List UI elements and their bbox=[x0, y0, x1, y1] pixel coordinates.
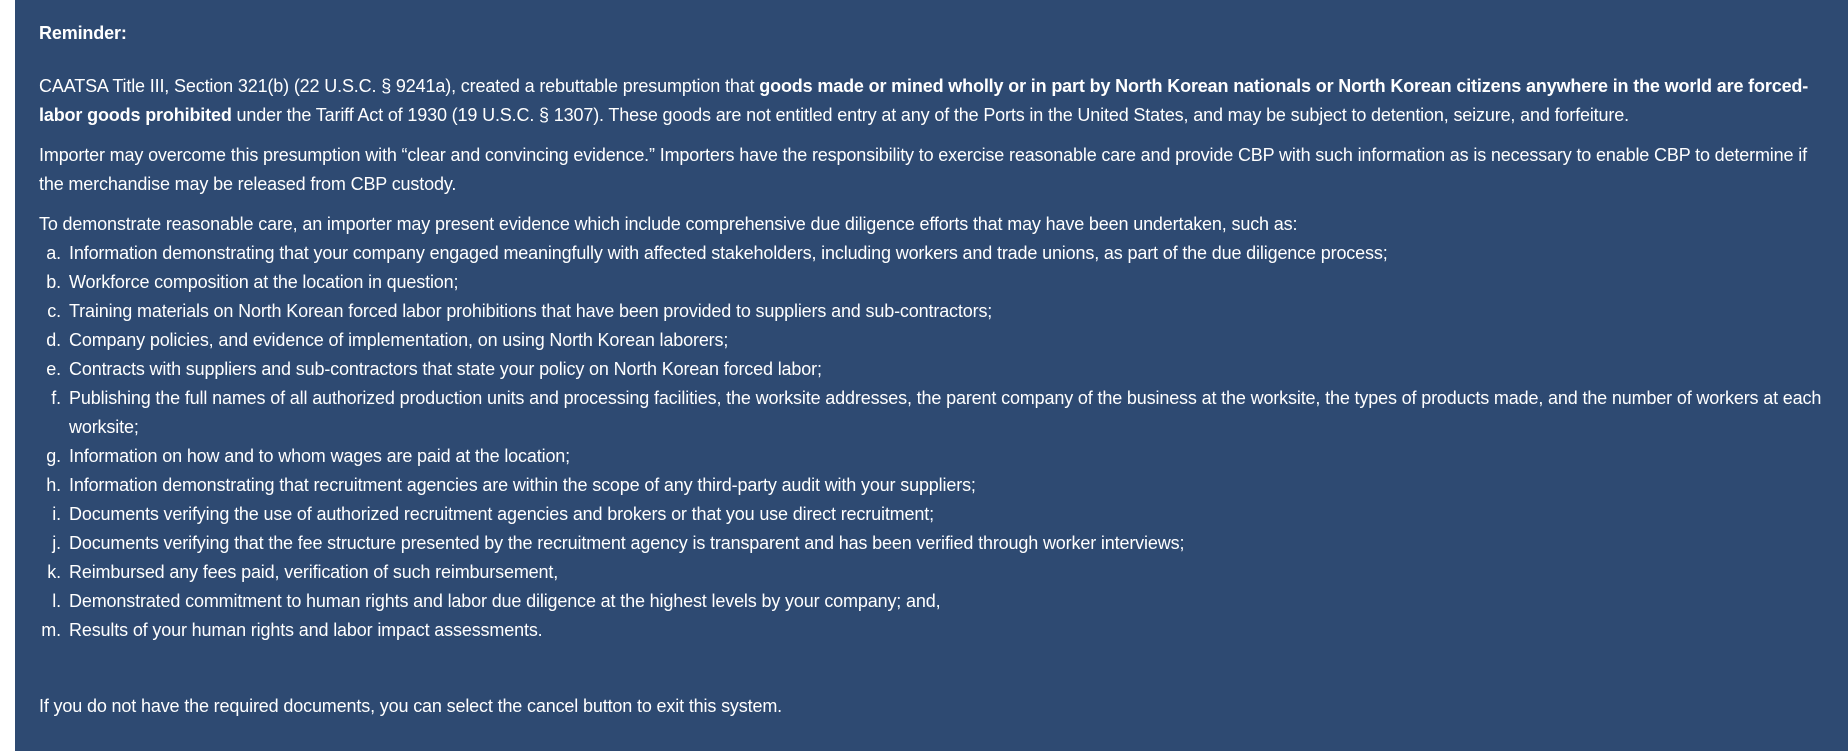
list-item-text: Information demonstrating that recruitment agencies are within the scope of any third-party audit with your suppliers; bbox=[69, 475, 976, 495]
list-item-marker: g. bbox=[46, 446, 61, 466]
list-item bbox=[39, 529, 1828, 558]
evidence-paragraph: Importer may overcome this presumption with “clear and convincing evidence.” Importers have the responsibility to exercise reasonable care and provide CBP with such information as is necessary to enable CBP to determine if the merchandise may be released from CBP custody. bbox=[39, 145, 1807, 194]
list-item-marker: e. bbox=[46, 359, 61, 379]
list-item bbox=[39, 355, 1828, 384]
list-item-marker: d. bbox=[46, 330, 61, 350]
list-item bbox=[39, 297, 1828, 326]
list-item-marker: m. bbox=[41, 620, 61, 640]
list-item-text: Contracts with suppliers and sub-contractors that state your policy on North Korean forced labor; bbox=[69, 359, 822, 379]
presumption-paragraph bbox=[39, 72, 1828, 130]
list-item bbox=[39, 326, 1828, 355]
list-item-text: Results of your human rights and labor impact assessments. bbox=[69, 620, 543, 640]
list-item-marker: a. bbox=[46, 243, 61, 263]
list-item-marker: l. bbox=[52, 591, 61, 611]
list-item bbox=[39, 239, 1828, 268]
list-item-marker: h. bbox=[46, 475, 61, 495]
presumption-text-intro: CAATSA Title III, Section 321(b) (22 U.S.C. § 9241a), created a rebuttable presumption that bbox=[39, 76, 760, 96]
list-item bbox=[39, 587, 1828, 616]
list-item bbox=[39, 558, 1828, 587]
list-item-text: Workforce composition at the location in question; bbox=[69, 272, 459, 292]
list-item-marker: k. bbox=[47, 562, 61, 582]
list-item bbox=[39, 616, 1828, 645]
list-item-text: Training materials on North Korean forced labor prohibitions that have been provided to suppliers and sub-contractors; bbox=[69, 301, 993, 321]
list-item-text: Information demonstrating that your company engaged meaningfully with affected stakeholders, including workers and trade unions, as part of the due diligence process; bbox=[69, 243, 1388, 263]
presumption-text-outro: under the Tariff Act of 1930 (19 U.S.C. § 1307). These goods are not entitled entry at any of the Ports in the United States, and may be subject to detention, seizure, and forfeiture. bbox=[231, 105, 1629, 125]
list-item-text: Documents verifying that the fee structure presented by the recruitment agency is transparent and has been verified through worker interviews; bbox=[69, 533, 1185, 553]
list-item-text: Company policies, and evidence of implementation, on using North Korean laborers; bbox=[69, 330, 729, 350]
list-item-marker: i. bbox=[52, 504, 61, 524]
reasonable-care-intro: To demonstrate reasonable care, an importer may present evidence which include comprehensive due diligence efforts that may have been undertaken, such as: bbox=[39, 214, 1298, 234]
list-item-text: Information on how and to whom wages are paid at the location; bbox=[69, 446, 571, 466]
list-item bbox=[39, 442, 1828, 471]
list-item bbox=[39, 471, 1828, 500]
presumption-text-bold: goods made or mined wholly or in part by North Korean nationals or North Korean citizens anywhere in the world are forced-labor goods prohibited bbox=[39, 76, 1809, 125]
list-item-marker: j. bbox=[52, 533, 61, 553]
list-item-text: Publishing the full names of all authorized production units and processing facilities, the worksite addresses, the parent company of the business at the worksite, the types of products made, and the number of workers at each worksite; bbox=[69, 388, 1822, 437]
reminder-title: Reminder: bbox=[39, 23, 127, 43]
list-item-text: Documents verifying the use of authorized recruitment agencies and brokers or that you use direct recruitment; bbox=[69, 504, 934, 524]
evidence-list bbox=[39, 239, 1828, 645]
list-item-text: Demonstrated commitment to human rights and labor due diligence at the highest levels by your company; and, bbox=[69, 591, 941, 611]
list-item bbox=[39, 268, 1828, 297]
list-item-marker: f. bbox=[51, 388, 61, 408]
list-item bbox=[39, 500, 1828, 529]
list-item bbox=[39, 384, 1828, 442]
exit-note: If you do not have the required documents, you can select the cancel button to exit this system. bbox=[39, 696, 783, 716]
reminder-panel bbox=[15, 0, 1848, 751]
list-item-text: Reimbursed any fees paid, verification of such reimbursement, bbox=[69, 562, 559, 582]
list-item-marker: c. bbox=[47, 301, 61, 321]
list-item-marker: b. bbox=[46, 272, 61, 292]
